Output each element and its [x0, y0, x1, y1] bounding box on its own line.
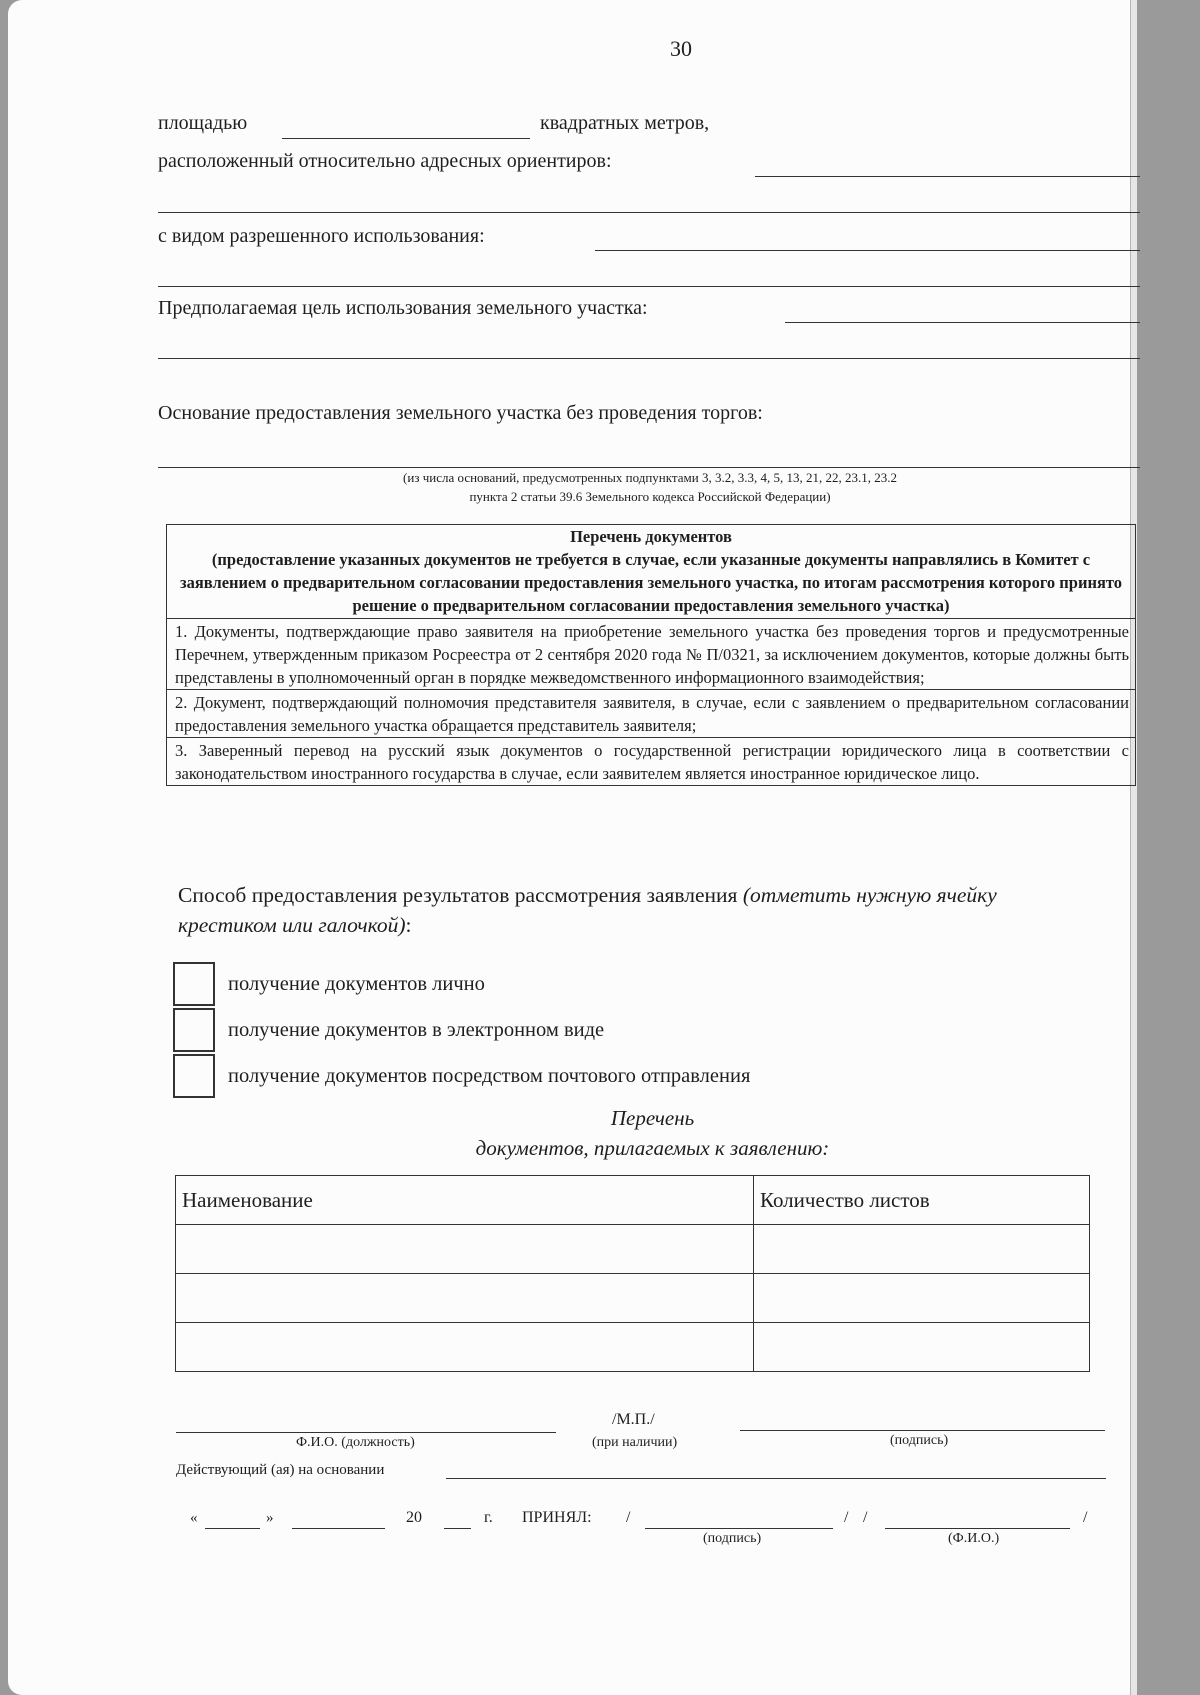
attachments-subtitle: документов, прилагаемых к заявлению:: [475, 1136, 830, 1160]
year-suffix: г.: [484, 1509, 493, 1526]
delivery-checkbox-electronic[interactable]: [173, 1008, 215, 1052]
document-page: [8, 0, 1136, 1695]
date-month-line[interactable]: [292, 1528, 385, 1529]
fio-position-caption: Ф.И.О. (должность): [296, 1435, 415, 1450]
slash: /: [844, 1509, 849, 1526]
documents-list-item: 2. Документ, подтверждающий полномочия представителя заявителя, в случае, если с заявлением о предварительном согласовании предоставления земельного участка обращается представитель заявителя;: [167, 690, 1135, 738]
permitted-use-label: с видом разрешенного использования:: [158, 225, 485, 247]
table-row: [176, 1225, 1090, 1274]
documents-list-title: Перечень документов: [570, 527, 732, 546]
page-number: 30: [670, 36, 692, 61]
documents-list-item: 3. Заверенный перевод на русский язык документов о государственной регистрации юридического лица в соответствии с законодательством иностранного государства в случае, если заявителем является иностранное юридическое лицо.: [175, 741, 1129, 783]
slash: /: [1083, 1509, 1088, 1526]
documents-list-header: [167, 525, 1135, 619]
slash: /: [626, 1509, 631, 1526]
delivery-checkbox-in-person[interactable]: [173, 962, 215, 1006]
fio-position-line[interactable]: [176, 1432, 556, 1433]
attachment-pages-cell[interactable]: [754, 1274, 1090, 1323]
delivery-option-electronic: получение документов в электронном виде: [228, 1019, 605, 1041]
purpose-input-line-2[interactable]: [158, 358, 1140, 359]
signature-line[interactable]: [740, 1430, 1105, 1431]
table-row: [176, 1323, 1090, 1372]
col-pages-header: Количество листов: [754, 1176, 1090, 1225]
col-name-header: Наименование: [176, 1176, 754, 1225]
table-header-row: [176, 1176, 1090, 1225]
permitted-use-input-line[interactable]: [595, 250, 1140, 251]
if-available-caption: (при наличии): [592, 1435, 678, 1450]
basis-label: Основание предоставления земельного участка без проведения торгов:: [158, 402, 763, 424]
delivery-hint-1: (отметить нужную ячейку: [742, 883, 997, 907]
table-row: [176, 1274, 1090, 1323]
accepted-fio-caption: (Ф.И.О.): [948, 1531, 1000, 1546]
attachment-name-cell[interactable]: [176, 1323, 754, 1372]
attachments-heading: [160, 1103, 1145, 1163]
date-year-line[interactable]: [444, 1528, 471, 1529]
location-input-line-2[interactable]: [158, 212, 1140, 213]
year-prefix: 20: [406, 1509, 422, 1526]
page-edge: [1130, 0, 1137, 1695]
attachments-table: [175, 1175, 1090, 1372]
permitted-use-input-line-2[interactable]: [158, 286, 1140, 287]
attachments-title: Перечень: [610, 1106, 695, 1130]
delivery-option-in-person: получение документов лично: [228, 973, 485, 995]
basis-note-line-2: пункта 2 статьи 39.6 Земельного кодекса Российской Федерации): [469, 489, 831, 504]
location-label: расположенный относительно адресных ориентиров:: [158, 150, 612, 172]
area-label: площадью: [158, 112, 248, 134]
accepted-signature-caption: (подпись): [703, 1531, 762, 1546]
purpose-label: Предполагаемая цель использования земельного участка:: [158, 297, 648, 319]
documents-list-box: [166, 524, 1136, 786]
acting-basis-label: Действующий (ая) на основании: [176, 1462, 385, 1478]
attachment-name-cell[interactable]: [176, 1225, 754, 1274]
location-input-line[interactable]: [755, 176, 1140, 177]
attachment-name-cell[interactable]: [176, 1274, 754, 1323]
accepted-signature-line[interactable]: [645, 1528, 833, 1529]
delivery-colon: :: [405, 913, 412, 937]
delivery-method-paragraph: [178, 880, 1123, 940]
purpose-input-line[interactable]: [785, 322, 1140, 323]
stamp-label: /М.П./: [612, 1411, 655, 1428]
date-day-line[interactable]: [205, 1528, 260, 1529]
delivery-checkbox-mail[interactable]: [173, 1054, 215, 1098]
delivery-label: Способ предоставления результатов рассмотрения заявления: [178, 883, 738, 907]
basis-note: [160, 468, 1140, 506]
area-input-line[interactable]: [282, 138, 530, 139]
accepted-fio-line[interactable]: [885, 1528, 1070, 1529]
area-units-label: квадратных метров,: [540, 112, 710, 134]
attachment-pages-cell[interactable]: [754, 1323, 1090, 1372]
basis-note-line-1: (из числа оснований, предусмотренных подпунктами 3, 3.2, 3.3, 4, 5, 13, 21, 22, 23.1, 23.2: [403, 470, 897, 485]
signature-caption: (подпись): [890, 1433, 949, 1448]
delivery-option-mail: получение документов посредством почтового отправления: [228, 1065, 751, 1087]
date-open-quote: «: [190, 1510, 198, 1526]
slash: /: [863, 1509, 868, 1526]
acting-basis-line[interactable]: [446, 1478, 1106, 1479]
accepted-label: ПРИНЯЛ:: [522, 1509, 592, 1526]
delivery-hint-2: крестиком или галочкой): [178, 913, 406, 937]
attachment-pages-cell[interactable]: [754, 1225, 1090, 1274]
documents-list-item: 1. Документы, подтверждающие право заявителя на приобретение земельного участка без проведения торгов и предусмотренные Перечнем, утвержденным приказом Росреестра от 2 сентября 2020 года № П/0321, за исключением документов, которые должны быть представлены в уполномоченный орган в порядке межведомственного информационного взаимодействия;: [167, 619, 1135, 690]
documents-list-subtitle: (предоставление указанных документов не требуется в случае, если указанные документы направлялись в Комитет с заявлением о предварительном согласовании предоставления земельного участка, по итогам рассмотрения которого принято решение о предварительном согласовании предоставления земельного участка): [179, 550, 1123, 615]
date-close-quote: »: [266, 1510, 274, 1526]
